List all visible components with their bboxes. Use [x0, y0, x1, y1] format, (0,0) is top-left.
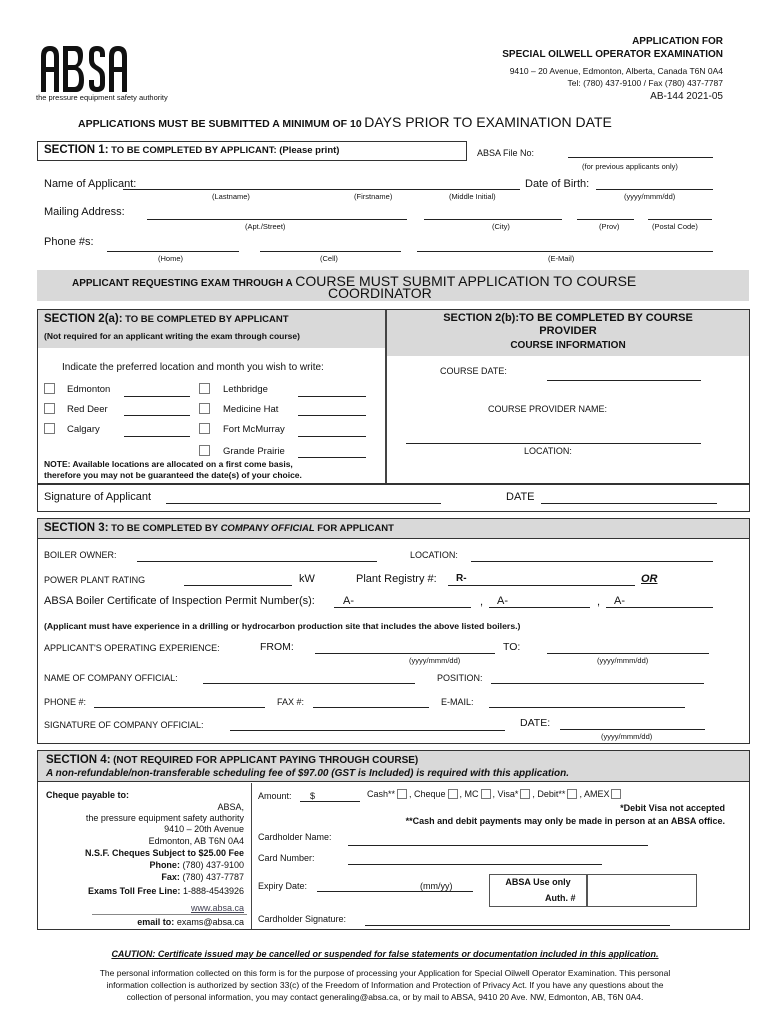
header-phone: Tel: (780) 437-9100 / Fax (780) 437-7787	[567, 78, 723, 88]
official-name-label: NAME OF COMPANY OFFICIAL:	[44, 673, 178, 683]
nsf-fee-note: N.S.F. Cheques Subject to $25.00 Fee	[84, 848, 244, 858]
absa-logo-mark	[38, 40, 133, 95]
exam-email-value[interactable]: exams@absa.ca	[176, 917, 244, 927]
permit-number-2-field[interactable]	[489, 607, 590, 608]
indicate-location-instruction: Indicate the preferred location and month you wish to write:	[62, 362, 324, 373]
course-location-label: LOCATION:	[524, 446, 572, 456]
expiry-date-field[interactable]	[317, 891, 473, 892]
official-position-field[interactable]	[491, 683, 704, 684]
section4-title-rest: (NOT REQUIRED FOR APPLICANT PAYING THROUGH COURSE)	[113, 755, 419, 766]
boiler-owner-label: BOILER OWNER:	[44, 550, 117, 560]
exam-email	[137, 917, 244, 927]
auth-number-label: Auth. #	[545, 893, 576, 903]
section4-title-bold: SECTION 4:	[46, 754, 111, 766]
postal-code-caption: (Postal Code)	[652, 222, 698, 231]
form-number: AB-144 2021-05	[650, 91, 723, 102]
official-signature-field[interactable]	[230, 730, 505, 731]
permit-prefix-2: A-	[497, 595, 508, 607]
amount-field[interactable]	[300, 801, 360, 802]
toll-free-line	[88, 886, 244, 896]
privacy-line-2: information collection is authorized by section 33(c) of the Freedom of Information and Protection of Privacy Act. If you have any questions about the	[106, 980, 664, 990]
plant-registry-label: Plant Registry #:	[356, 573, 437, 585]
calgary-checkbox[interactable]	[44, 423, 55, 434]
submission-notice	[78, 114, 612, 130]
payee-phone-label: Phone:	[149, 860, 180, 870]
fort-mcmurray-label: Fort McMurray	[223, 424, 285, 435]
payee-phone-value: (780) 437-9100	[182, 860, 244, 870]
province-caption: (Prov)	[599, 222, 620, 231]
postal-code-field[interactable]	[648, 219, 712, 220]
section2a-title	[44, 313, 289, 325]
from-date-format: (yyyy/mmm/dd)	[409, 656, 461, 665]
course-banner-part-1: APPLICANT REQUESTING EXAM THROUGH A	[72, 278, 293, 289]
payee-line-2: the pressure equipment safety authority	[85, 813, 244, 823]
cheque-payable-label: Cheque payable to:	[46, 790, 130, 800]
permit-comma-1: ,	[480, 596, 484, 608]
visa-label: , Visa*	[492, 789, 519, 799]
website-link[interactable]: www.absa.ca	[190, 903, 244, 913]
dob-format-caption: (yyyy/mmm/dd)	[624, 192, 676, 201]
expiry-date-label: Expiry Date:	[258, 881, 308, 891]
cheque-checkbox[interactable]	[448, 789, 458, 799]
cell-caption: (Cell)	[320, 254, 338, 263]
phone-label: Phone #s:	[44, 236, 94, 248]
to-date-format: (yyyy/mmm/dd)	[597, 656, 649, 665]
debit-visa-note: *Debit Visa not accepted	[620, 803, 725, 813]
experience-to-label: TO:	[503, 641, 521, 653]
cheque-label: , Cheque	[409, 789, 446, 799]
course-banner-part-3: COORDINATOR	[328, 285, 432, 301]
privacy-line-1: The personal information collected on this form is for the purpose of processing your Application for Special Oilwell Operator Examination. This personal	[99, 968, 671, 978]
medicine-hat-checkbox[interactable]	[199, 403, 210, 414]
amex-checkbox[interactable]	[611, 789, 621, 799]
dob-field[interactable]	[596, 189, 713, 190]
cardholder-name-label: Cardholder Name:	[258, 832, 332, 842]
payee-line-3: 9410 – 20th Avenue	[164, 824, 244, 834]
section1-title	[44, 144, 339, 156]
fort-mcmurray-checkbox[interactable]	[199, 423, 210, 434]
official-date-field[interactable]	[560, 729, 705, 730]
official-email-label: E-MAIL:	[441, 697, 474, 707]
section3-box	[37, 518, 750, 744]
street-field[interactable]	[147, 219, 407, 220]
amex-label: , AMEX	[579, 789, 610, 799]
section2b-title-2: PROVIDER	[539, 325, 597, 337]
absa-use-label: ABSA Use only	[505, 877, 571, 887]
payee-line-4: Edmonton, AB T6N 0A4	[148, 836, 244, 846]
payee-phone	[149, 860, 244, 870]
city-caption: (City)	[492, 222, 510, 231]
official-signature-label: SIGNATURE OF COMPANY OFFICIAL:	[44, 720, 204, 730]
boiler-owner-field[interactable]	[137, 561, 377, 562]
auth-number-field[interactable]	[587, 874, 697, 907]
section3-title-end: FOR APPLICANT	[317, 523, 394, 534]
applicant-signature-label: Signature of Applicant	[44, 491, 152, 503]
course-information-label: COURSE INFORMATION	[510, 340, 626, 351]
section1-title-rest: TO BE COMPLETED BY APPLICANT: (Please print)	[111, 145, 340, 156]
cardholder-name-field[interactable]	[348, 845, 648, 846]
card-number-label: Card Number:	[258, 853, 315, 863]
experience-from-field[interactable]	[315, 653, 495, 654]
grande-prairie-month-field[interactable]	[298, 457, 366, 458]
caution-statement: CAUTION: Certificate issued may be cancelled or suspended for false statements or documentation included in this application.	[111, 949, 659, 959]
registry-prefix: R-	[456, 573, 467, 584]
notice-part-2: DAYS PRIOR TO EXAMINATION DATE	[364, 114, 612, 130]
plant-registry-field[interactable]	[448, 585, 635, 586]
section3-title-italic: COMPANY OFFICIAL	[220, 523, 315, 534]
firstname-caption: (Firstname)	[354, 192, 393, 201]
email-field[interactable]	[417, 251, 713, 252]
section1-title-bold: SECTION 1:	[44, 144, 109, 156]
file-no-field[interactable]	[568, 157, 713, 158]
email-caption: (E-Mail)	[548, 254, 575, 263]
cardholder-signature-label: Cardholder Signature:	[258, 914, 347, 924]
lethbridge-month-field[interactable]	[298, 396, 366, 397]
fee-statement: A non-refundable/non-transferable scheduling fee of $97.00 (GST is Included) is required with this application.	[46, 768, 570, 779]
official-fax-field[interactable]	[313, 707, 429, 708]
section2a-subtitle: (Not required for an applicant writing the exam through course)	[44, 331, 300, 341]
section2a-title-rest: TO BE COMPLETED BY APPLICANT	[125, 314, 289, 325]
lastname-caption: (Lastname)	[212, 192, 250, 201]
form-title-2: SPECIAL OILWELL OPERATOR EXAMINATION	[502, 49, 723, 60]
privacy-line-3: collection of personal information, you may contact generaling@absa.ca, or by mail to ABSA, 9410 20 Ave. NW, Edmonton, AB, T6N 0A4.	[126, 992, 644, 1002]
payee-fax	[161, 872, 244, 882]
official-position-label: POSITION:	[437, 673, 483, 683]
course-banner-part-2: COURSE MUST SUBMIT APPLICATION TO COURSE	[295, 273, 637, 289]
payment-method-options	[367, 789, 623, 799]
payee-line-1: ABSA,	[217, 802, 244, 812]
mailing-address-label: Mailing Address:	[44, 206, 125, 218]
exam-email-label: email to:	[137, 917, 175, 927]
boiler-location-label: LOCATION:	[410, 550, 458, 560]
debit-checkbox[interactable]	[567, 789, 577, 799]
calgary-month-field[interactable]	[124, 436, 190, 437]
visa-checkbox[interactable]	[520, 789, 530, 799]
applicant-signature-field[interactable]	[166, 503, 441, 504]
fort-mcmurray-month-field[interactable]	[298, 436, 366, 437]
lethbridge-checkbox[interactable]	[199, 383, 210, 394]
payee-fax-label: Fax:	[161, 872, 180, 882]
operating-experience-label: APPLICANT'S OPERATING EXPERIENCE:	[44, 643, 220, 653]
applicant-name-field[interactable]	[123, 189, 520, 190]
permit-number-3-field[interactable]	[606, 607, 713, 608]
province-field[interactable]	[577, 219, 634, 220]
certificate-permit-label: ABSA Boiler Certificate of Inspection Permit Number(s):	[44, 595, 315, 607]
section2a-title-bold: SECTION 2(a):	[44, 313, 123, 325]
official-phone-label: PHONE #:	[44, 697, 87, 707]
cardholder-signature-field[interactable]	[365, 925, 670, 926]
official-email-field[interactable]	[489, 707, 685, 708]
applicant-name-label: Name of Applicant:	[44, 178, 137, 190]
debit-label: , Debit**	[532, 789, 566, 799]
home-phone-field[interactable]	[107, 251, 239, 252]
street-caption: (Apt./Street)	[245, 222, 286, 231]
cash-checkbox[interactable]	[397, 789, 407, 799]
medicine-hat-month-field[interactable]	[298, 415, 366, 416]
edmonton-label: Edmonton	[67, 384, 111, 395]
kw-unit: kW	[299, 573, 315, 585]
file-no-label: ABSA File No:	[477, 148, 535, 158]
official-date-format: (yyyy/mmm/dd)	[601, 732, 653, 741]
power-plant-rating-label: POWER PLANT RATING	[44, 575, 146, 585]
official-fax-label: FAX #:	[277, 697, 305, 707]
expiry-format: (mm/yy)	[420, 881, 453, 891]
mc-label: , MC	[459, 789, 479, 799]
notice-part-1: APPLICATIONS MUST BE SUBMITTED A MINIMUM OF 10	[78, 118, 362, 130]
grande-prairie-label: Grande Prairie	[223, 446, 285, 457]
card-number-field[interactable]	[348, 864, 602, 865]
red-deer-checkbox[interactable]	[44, 403, 55, 414]
official-date-label: DATE:	[520, 717, 551, 729]
permit-number-1-field[interactable]	[334, 607, 471, 608]
experience-from-label: FROM:	[260, 641, 294, 653]
amount-label: Amount:	[258, 791, 292, 801]
applicant-date-label: DATE	[506, 491, 535, 503]
edmonton-month-field[interactable]	[124, 396, 190, 397]
allocation-note-1: NOTE: Available locations are allocated on a first come basis,	[44, 459, 293, 469]
logo-tagline: the pressure equipment safety authority	[36, 93, 168, 102]
cash-debit-note: **Cash and debit payments may only be made in person at an ABSA office.	[405, 816, 725, 826]
allocation-note-2: therefore you may not be guaranteed the date(s) of your choice.	[44, 470, 302, 480]
course-provider-field[interactable]	[406, 443, 701, 444]
boiler-location-field[interactable]	[471, 561, 713, 562]
applicant-date-field[interactable]	[541, 503, 717, 504]
course-date-field[interactable]	[547, 380, 701, 381]
medicine-hat-label: Medicine Hat	[223, 404, 279, 415]
home-caption: (Home)	[158, 254, 184, 263]
course-date-label: COURSE DATE:	[440, 366, 507, 376]
section2b-title-1: SECTION 2(b):TO BE COMPLETED BY COURSE	[443, 312, 693, 324]
permit-prefix-1: A-	[343, 595, 354, 607]
section3-title-mid: TO BE COMPLETED BY	[111, 523, 219, 534]
toll-free-label: Exams Toll Free Line:	[88, 886, 181, 896]
official-phone-field[interactable]	[94, 707, 265, 708]
or-label: OR	[641, 573, 658, 585]
mc-checkbox[interactable]	[481, 789, 491, 799]
cash-label: Cash**	[367, 789, 396, 799]
section4-title	[46, 754, 418, 766]
amount-currency: $	[310, 791, 316, 801]
red-deer-label: Red Deer	[67, 404, 108, 415]
toll-free-value: 1-888-4543926	[182, 886, 244, 896]
experience-to-field[interactable]	[547, 653, 709, 654]
section3-title-bold: SECTION 3:	[44, 522, 109, 534]
form-title-1: APPLICATION FOR	[632, 36, 723, 47]
course-provider-label: COURSE PROVIDER NAME:	[488, 404, 608, 414]
official-name-field[interactable]	[203, 683, 415, 684]
section3-title	[44, 522, 394, 534]
dob-label: Date of Birth:	[525, 178, 590, 190]
grande-prairie-checkbox[interactable]	[199, 445, 210, 456]
city-field[interactable]	[424, 219, 562, 220]
edmonton-checkbox[interactable]	[44, 383, 55, 394]
website-underline	[92, 914, 247, 915]
lethbridge-label: Lethbridge	[223, 384, 268, 395]
permit-comma-2: ,	[597, 596, 601, 608]
power-plant-rating-field[interactable]	[184, 585, 292, 586]
experience-requirement-note: (Applicant must have experience in a drilling or hydrocarbon production site that includes the above listed boilers.)	[44, 621, 521, 631]
calgary-label: Calgary	[67, 424, 100, 435]
cell-phone-field[interactable]	[260, 251, 401, 252]
payee-fax-value: (780) 437-7787	[182, 872, 244, 882]
permit-prefix-3: A-	[614, 595, 625, 607]
red-deer-month-field[interactable]	[124, 415, 190, 416]
middle-initial-caption: (Middle Initial)	[449, 192, 496, 201]
previous-applicants-note: (for previous applicants only)	[582, 162, 678, 171]
header-address: 9410 – 20 Avenue, Edmonton, Alberta, Canada T6N 0A4	[509, 66, 723, 76]
